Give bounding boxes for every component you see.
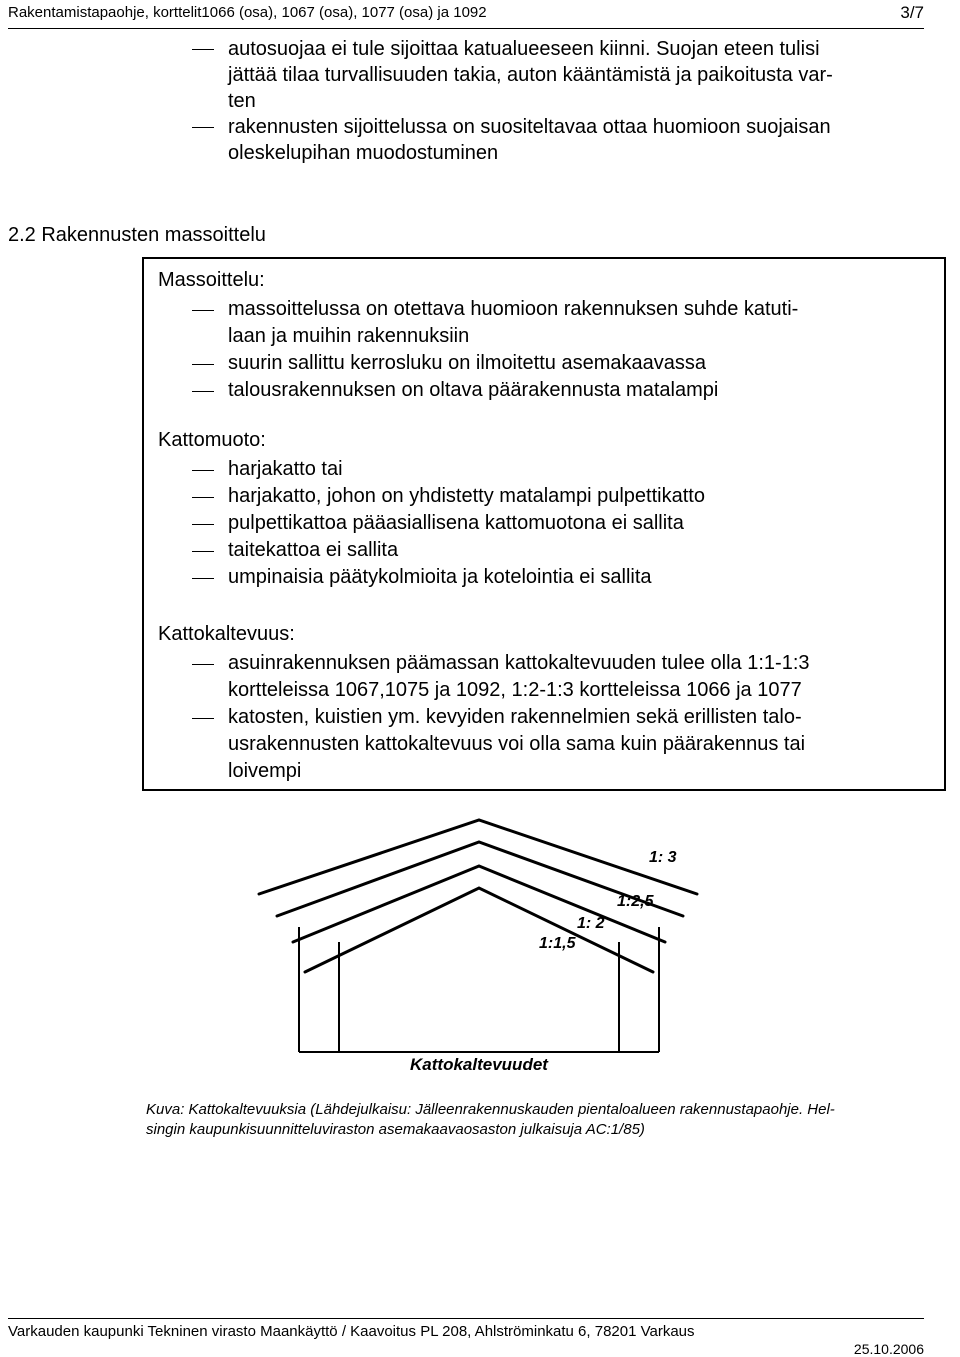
list-item — [228, 564, 918, 591]
footer-address: Varkauden kaupunki Tekninen virasto Maankäyttö / Kaavoitus PL 208, Ahlströminkatu 6, 78201 Varkaus — [8, 1323, 695, 1340]
page-header — [8, 0, 924, 29]
bullet-line: ten — [228, 90, 256, 112]
roof-pitch-diagram — [247, 802, 713, 1092]
list-item — [228, 483, 918, 510]
group-heading: Kattokaltevuus: — [158, 623, 295, 645]
bullet-line: kortteleissa 1067,1075 ja 1092, 1:2-1:3 kortteleissa 1066 ja 1077 — [228, 679, 802, 701]
list-item — [228, 377, 918, 404]
document-title: Rakentamistapaohje, korttelit1066 (osa), 1067 (osa), 1077 (osa) ja 1092 — [8, 4, 487, 21]
page-number: 3/7 — [900, 3, 924, 22]
bullet-line: talousrakennuksen on oltava päärakennusta matalampi — [228, 379, 719, 401]
group-heading: Massoittelu: — [158, 269, 265, 291]
dash-bullet-icon — [192, 364, 214, 365]
dash-bullet-icon — [192, 524, 214, 525]
pitch-label: 1:1,5 — [539, 935, 576, 952]
dash-bullet-icon — [192, 310, 214, 311]
footer-date: 25.10.2006 — [853, 1341, 924, 1357]
regulations-box — [142, 257, 946, 791]
bullet-line: suurin sallittu kerrosluku on ilmoitettu asemakaavassa — [228, 352, 706, 374]
massoittelu-group — [158, 267, 918, 404]
pitch-label: 1: 3 — [649, 849, 677, 866]
bullet-line: loivempi — [228, 760, 302, 782]
dash-bullet-icon — [192, 718, 214, 719]
figure-title: Kattokaltevuudet — [410, 1055, 548, 1074]
roof-line-1-2 — [293, 866, 665, 942]
list-item — [228, 704, 918, 785]
dash-bullet-icon — [192, 578, 214, 579]
bullet-line: oleskelupihan muodostuminen — [228, 142, 499, 164]
caption-line: singin kaupunkisuunnitteluviraston asemakaavaosaston julkaisuja AC:1/85) — [146, 1121, 645, 1138]
bullet-line: usrakennusten kattokaltevuus voi olla sama kuin päärakennus tai — [228, 733, 806, 755]
page-footer — [8, 1318, 924, 1357]
dash-bullet-icon — [192, 551, 214, 552]
list-item — [228, 350, 918, 377]
caption-line: Kuva: Kattokaltevuuksia (Lähdejulkaisu: Jälleenrakennuskauden pientaloalueen rakennustapaohje. Hel- — [146, 1101, 835, 1118]
group-heading: Kattomuoto: — [158, 429, 266, 451]
kattokaltevuus-group — [158, 621, 918, 785]
dash-bullet-icon — [192, 497, 214, 498]
list-item — [228, 650, 918, 704]
bullet-line: autosuojaa ei tule sijoittaa katualueeseen kiinni. Suojan eteen tulisi — [228, 38, 820, 60]
pitch-label: 1: 2 — [577, 915, 605, 932]
dash-bullet-icon — [192, 391, 214, 392]
list-item — [228, 36, 928, 114]
list-item — [228, 537, 918, 564]
list-item — [228, 510, 918, 537]
kattomuoto-group — [158, 427, 918, 591]
list-item — [228, 456, 918, 483]
bullet-line: pulpettikattoa pääasiallisena kattomuotona ei sallita — [228, 512, 684, 534]
bullet-line: harjakatto, johon on yhdistetty matalampi pulpettikatto — [228, 485, 705, 507]
bullet-line: harjakatto tai — [228, 458, 343, 480]
bullet-line: jättää tilaa turvallisuuden takia, auton kääntämistä ja paikoitusta var- — [228, 64, 833, 86]
bullet-line: katosten, kuistien ym. kevyiden rakennelmien sekä erillisten talo- — [228, 706, 802, 728]
list-item — [228, 296, 918, 350]
list-item — [228, 114, 928, 166]
dash-bullet-icon — [192, 127, 214, 128]
roof-line-1-3 — [259, 820, 697, 894]
bullet-line: massoittelussa on otettava huomioon rakennuksen suhde katuti- — [228, 298, 799, 320]
bullet-line: asuinrakennuksen päämassan kattokaltevuuden tulee olla 1:1-1:3 — [228, 652, 810, 674]
figure-caption — [146, 1100, 936, 1140]
bullet-line: rakennusten sijoittelussa on suositeltavaa ottaa huomioon suojaisan — [228, 116, 831, 138]
dash-bullet-icon — [192, 470, 214, 471]
bullet-line: umpinaisia päätykolmioita ja kotelointia ei sallita — [228, 566, 652, 588]
pitch-label: 1:2,5 — [617, 893, 654, 910]
dash-bullet-icon — [192, 49, 214, 50]
bullet-line: laan ja muihin rakennuksiin — [228, 325, 470, 347]
section-heading: 2.2 Rakennusten massoittelu — [8, 224, 266, 246]
dash-bullet-icon — [192, 664, 214, 665]
bullet-line: taitekattoa ei sallita — [228, 539, 399, 561]
intro-bullet-list — [228, 36, 928, 166]
